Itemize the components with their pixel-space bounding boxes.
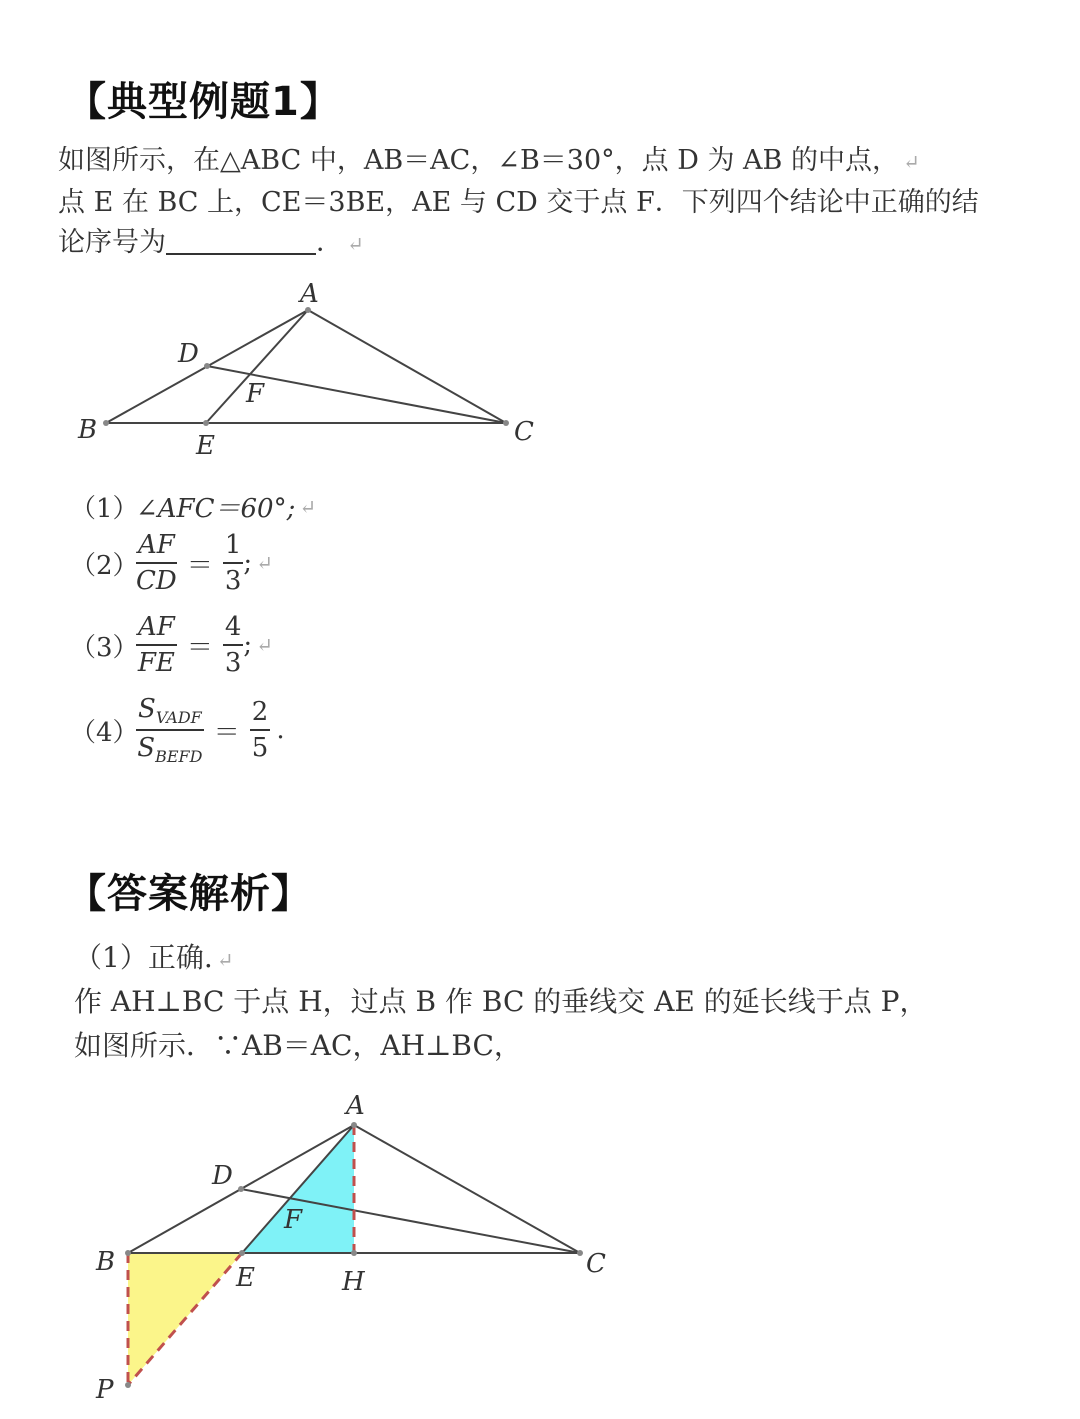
problem-text-1: 如图所示，在△ABC 中，AB＝AC，∠B＝30°，点 D 为 AB 的中点， (58, 145, 899, 176)
return-mark: ↵ (299, 494, 317, 519)
label-e: E (196, 431, 215, 461)
point-e (239, 1250, 245, 1256)
problem-text-3: 论序号为 (58, 227, 166, 258)
statement-4 (70, 694, 285, 766)
denominator (137, 731, 202, 766)
numerator: 1 (223, 530, 244, 564)
return-mark: ↵ (256, 551, 273, 575)
label-d: D (178, 339, 199, 369)
answer-line-3: 如图所示．∵AB＝AC，AH⊥BC， (74, 1029, 522, 1062)
point-e (203, 420, 209, 426)
numerator: 4 (223, 612, 244, 646)
point-d (204, 363, 210, 369)
point-a (351, 1122, 357, 1128)
denominator: 5 (251, 733, 269, 764)
statement-tail: ; (243, 630, 253, 660)
statement-3 (70, 612, 273, 678)
label-f: F (246, 379, 265, 409)
segment-ac (354, 1125, 580, 1253)
area-subscript: VADF (155, 708, 202, 728)
fraction-rhs (223, 530, 244, 596)
label-c: C (586, 1249, 606, 1279)
label-e: E (236, 1263, 255, 1293)
answer-line-1 (74, 936, 233, 976)
statement-number: （1） (70, 494, 139, 524)
area-subscript: BEFD (155, 747, 203, 767)
example-heading: 【典型例题1】 (66, 79, 341, 125)
answer-text-1: （1）正确. (74, 941, 213, 974)
problem-line-2 (58, 180, 979, 219)
statement-text: ∠AFC＝60°; (136, 494, 296, 524)
statement-number: （4） (70, 717, 139, 748)
point-h (351, 1250, 357, 1256)
statement-1 (70, 488, 316, 525)
equals-sign: ＝ (213, 717, 240, 748)
point-p (125, 1382, 131, 1388)
point-c (577, 1250, 583, 1256)
point-c (503, 420, 509, 426)
fraction-lhs (136, 612, 177, 678)
label-a: A (300, 279, 319, 309)
numerator: 2 (250, 697, 271, 731)
denominator: 3 (224, 566, 242, 596)
fraction-lhs (136, 530, 177, 596)
figure-2-construction (0, 1090, 640, 1410)
fraction-rhs (223, 612, 244, 678)
label-f: F (284, 1205, 303, 1235)
denominator: CD (136, 566, 177, 596)
label-d: D (212, 1161, 233, 1191)
problem-line-3 (58, 220, 364, 259)
problem-line-1 (58, 138, 920, 177)
label-b: B (78, 415, 98, 445)
segment-ac (308, 310, 506, 423)
equals-sign: ＝ (186, 550, 213, 581)
statement-2 (70, 530, 273, 596)
return-mark: ↵ (347, 232, 364, 256)
point-b (125, 1250, 131, 1256)
denominator: FE (137, 648, 175, 678)
label-a: A (346, 1091, 365, 1121)
point-b (103, 420, 109, 426)
problem-text-3-end: ． (316, 227, 343, 258)
fraction-lhs (136, 694, 204, 766)
label-p: P (96, 1375, 114, 1405)
point-d (238, 1186, 244, 1192)
figure-1-triangle (0, 270, 560, 470)
area-symbol: S (137, 733, 156, 764)
return-mark: ↵ (216, 948, 234, 972)
statement-tail: ; (243, 548, 253, 578)
numerator (136, 694, 204, 731)
problem-text-2: 点 E 在 BC 上，CE＝3BE，AE 与 CD 交于点 F．下列四个结论中正确的结 (58, 187, 979, 218)
return-mark: ↵ (256, 633, 273, 657)
answer-line-2: 作 AH⊥BC 于点 H，过点 B 作 BC 的垂线交 AE 的延长线于点 P， (74, 985, 928, 1018)
statement-number: （3） (70, 632, 139, 663)
statement-number: （2） (70, 550, 139, 581)
return-mark: ↵ (902, 150, 920, 174)
label-b: B (96, 1247, 116, 1277)
area-symbol: S (138, 694, 156, 724)
equals-sign: ＝ (186, 632, 213, 663)
answer-blank (166, 225, 316, 255)
statement-tail: . (276, 715, 285, 746)
denominator: 3 (224, 648, 242, 678)
numerator: AF (136, 530, 177, 564)
answer-heading: 【答案解析】 (66, 871, 312, 917)
label-h: H (342, 1267, 365, 1297)
fraction-rhs (250, 697, 271, 763)
label-c: C (514, 417, 534, 447)
numerator: AF (136, 612, 177, 646)
